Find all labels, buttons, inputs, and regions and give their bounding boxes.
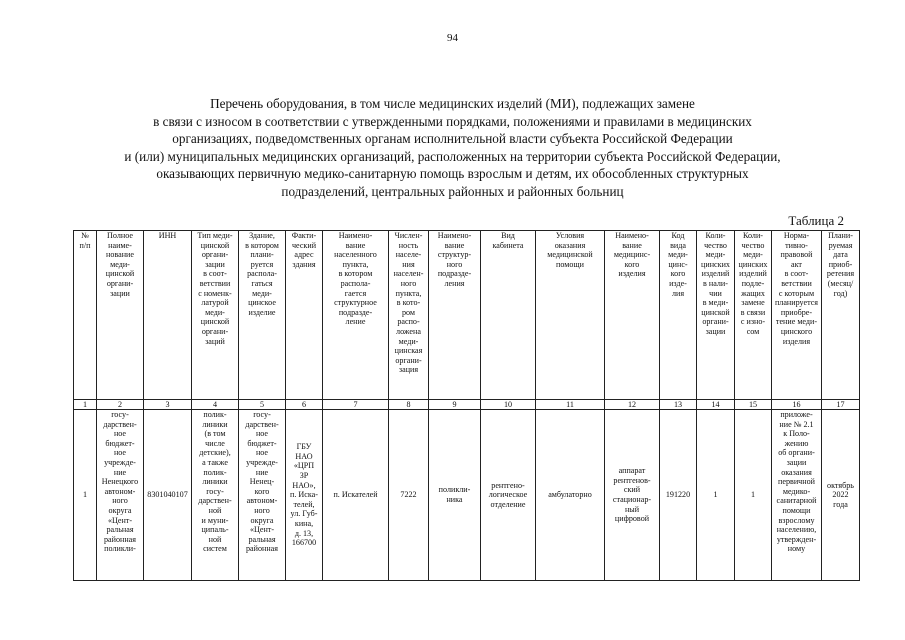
header-cell: Наимено- вание населенного пункта, в котором распола- гается структурное подразде- ление	[323, 231, 389, 400]
header-cell: Вид кабинета	[481, 231, 536, 400]
header-cell: Наимено- вание структур- ного подразде- ления	[429, 231, 481, 400]
column-number-row	[74, 400, 860, 410]
qty-available-cell: 1	[697, 410, 735, 581]
header-cell: Коли- чество меди- цинских изделий в нали- чии в меди- цинской органи- зации	[697, 231, 735, 400]
inn-cell: 8301040107	[144, 410, 192, 581]
column-number: 4	[192, 400, 239, 410]
date-cell: октябрь 2022 года	[822, 410, 860, 581]
column-number: 3	[144, 400, 192, 410]
subdivision-cell: поликли- ника	[429, 410, 481, 581]
title-line: оказывающих первичную медико-санитарную помощь взрослым и детям, их обособленных структурных	[156, 166, 749, 182]
header-cell: Код вида меди- цинс- кого изде- лия	[660, 231, 697, 400]
row-number: 1	[74, 410, 97, 581]
column-number: 17	[822, 400, 860, 410]
column-number: 10	[481, 400, 536, 410]
column-number: 14	[697, 400, 735, 410]
header-cell: Норма- тивно- правовой акт в соот- ветствии с которым планируется приобре- тение меди- цинского изделия	[772, 231, 822, 400]
cabinet-cell: рентгено- логическое отделение	[481, 410, 536, 581]
column-number: 2	[97, 400, 144, 410]
conditions-cell: амбулаторно	[536, 410, 605, 581]
header-cell: Плани- руемая дата приоб- ретения (месяц/ год)	[822, 231, 860, 400]
header-cell: ИНН	[144, 231, 192, 400]
equipment-table	[73, 230, 860, 581]
header-cell: Наимено- вание медицинс- кого изделия	[605, 231, 660, 400]
column-number: 16	[772, 400, 822, 410]
header-cell: Факти- ческий адрес здания	[286, 231, 323, 400]
column-number: 7	[323, 400, 389, 410]
header-cell: Числен- ность населе- ния населен- ного пункта, в кото- ром распо- ложена меди- цинская органи- зация	[389, 231, 429, 400]
settlement-cell: п. Искателей	[323, 410, 389, 581]
header-cell: Условия оказания медицинской помощи	[536, 231, 605, 400]
table-row	[74, 410, 860, 581]
document-title	[60, 95, 845, 201]
column-number: 9	[429, 400, 481, 410]
header-cell: Здание, в котором плани- руется распола- гаться меди- цинское изделие	[239, 231, 286, 400]
code-cell: 191220	[660, 410, 697, 581]
title-line: Перечень оборудования, в том числе медицинских изделий (МИ), подлежащих замене	[210, 96, 695, 111]
column-number: 11	[536, 400, 605, 410]
title-line: организациях, подведомственных органам исполнительной власти субъекта Российской Федерации	[172, 131, 733, 147]
org-type-cell: полик​- линики (в том числе детские), а также полик- линики госу- дарствен- ной и муни- ципаль- ной систем	[192, 410, 239, 581]
title-line: в связи с износом в соответствии с утвержденными порядками, положениями и правилами в медицинских	[153, 113, 752, 129]
column-number: 1	[74, 400, 97, 410]
header-row	[74, 231, 860, 400]
qty-replace-cell: 1	[735, 410, 772, 581]
header-cell: № п/п	[74, 231, 97, 400]
column-number: 8	[389, 400, 429, 410]
column-number: 6	[286, 400, 323, 410]
device-cell: аппарат рентгенов- ский стационар- ный цифровой	[605, 410, 660, 581]
header-cell: Полное наиме- нование меди- цинской органи- зации	[97, 231, 144, 400]
title-line: и (или) муниципальных медицинских организаций, расположенных на территории субъекта Российской Федерации,	[124, 148, 781, 164]
column-number: 15	[735, 400, 772, 410]
legal-act-cell: приложе- ние № 2.1 к Поло- жению об органи- зации оказания первичной медико- санитарной помощи взрослому населению, утвержден- ному	[772, 410, 822, 581]
population-cell: 7222	[389, 410, 429, 581]
column-number: 5	[239, 400, 286, 410]
column-number: 13	[660, 400, 697, 410]
building-cell: госу- дарствен- ное бюджет- ное учрежде- ние Ненец- кого автоном- ного округа «Цент- ральная районная	[239, 410, 286, 581]
column-number: 12	[605, 400, 660, 410]
page-number: 94	[447, 32, 458, 44]
header-cell: Коли- чество меди- цинских изделий подле- жащих замене в связи с изно- сом	[735, 231, 772, 400]
address-cell: ГБУ НАО «ЦРП ЗР НАО», п. Иска- телей, ул. Губ- кина, д. 13, 166700	[286, 410, 323, 581]
table-label: Таблица 2	[788, 213, 844, 228]
title-line: подразделений, центральных районных и районных больниц	[281, 183, 624, 199]
header-cell: Тип меди- цинской органи- зации в соот- ветствии с номенк- латурой меди- цинской органи- заций	[192, 231, 239, 400]
org-name-cell: госу- дарствен- ное бюджет- ное учрежде- ние Ненецкого автоном- ного округа «Цент- ральная районная поликли-	[97, 410, 144, 581]
